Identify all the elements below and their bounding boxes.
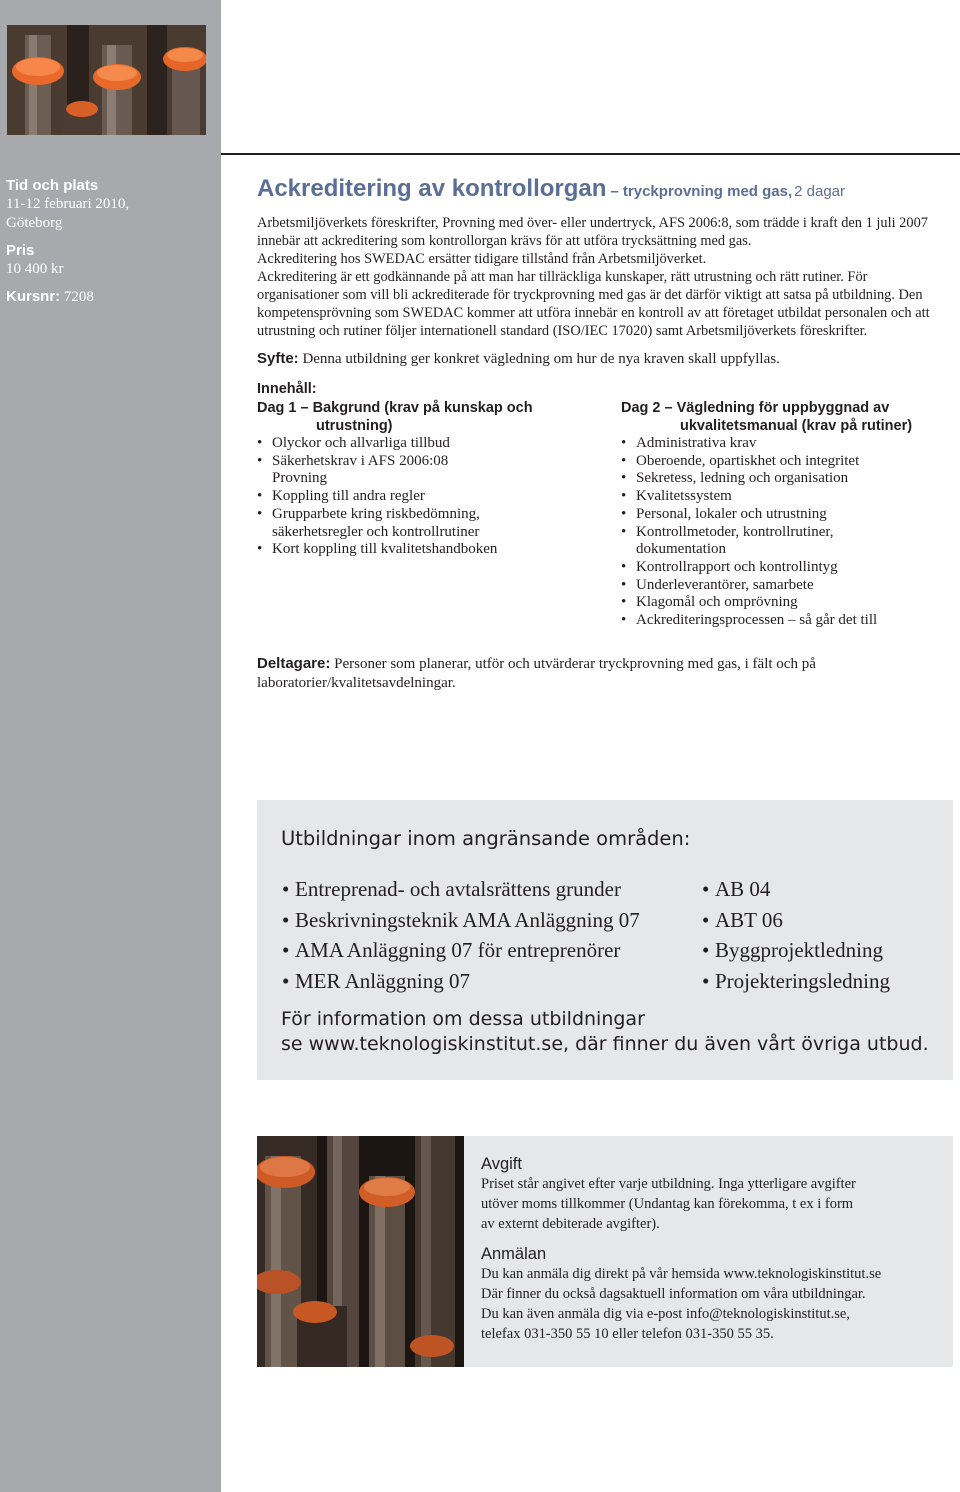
registration-line: telefax 031-350 55 10 eller telefon 031-350 55 35. (481, 1325, 774, 1342)
fee-line: utöver moms tillkommer (Undantag kan förekomma, t ex i form (481, 1195, 854, 1212)
purpose (257, 350, 953, 368)
purpose-text: Denna utbildning ger konkret vägledning om hur de nya kraven skall uppfyllas. (302, 351, 780, 367)
list-item: • Klagomål och omprövning (621, 594, 951, 612)
list-item: • Grupparbete kring riskbedömning, säkerhetsregler och kontrollrutiner (257, 506, 532, 541)
registration-line: Du kan anmäla dig direkt på vår hemsida www.teknologiskinstitut.se (481, 1266, 882, 1283)
list-item: • AB 04 (702, 874, 890, 905)
fee-heading: Avgift (481, 1155, 522, 1173)
title-duration: 2 dagar (794, 183, 846, 200)
header-rule (221, 153, 960, 155)
list-item: • Personal, lokaler och utrustning (621, 506, 951, 524)
intro-paragraph: Arbetsmiljöverkets föreskrifter, Provning med över- eller undertryck, AFS 2006:8, som trädde i kraft den 1 juli 2007 innebär att ackreditering som kontrollorgan krävs för att utföra trycksättning med gas. (257, 215, 928, 249)
fee-registration-panel (257, 1136, 953, 1367)
related-courses-panel (257, 800, 953, 1080)
course-city: Göteborg (6, 215, 63, 231)
list-item: • Oberoende, opartiskhet och integritet (621, 453, 951, 471)
pipes-photo (7, 25, 206, 135)
list-item: • Byggprojektledning (702, 935, 890, 966)
day2-heading-line2: ukvalitetsmanual (krav på rutiner) (680, 418, 913, 434)
day2-list (621, 435, 951, 630)
participants-text: Personer som planerar, utför och utvärderar tryckprovning med gas, i fält och på laboratorier/kvalitetsavdelningar. (257, 656, 816, 691)
purpose-label: Syfte: (257, 350, 299, 367)
fee-line: av externt debiterade avgifter). (481, 1215, 660, 1232)
course-number: 7208 (63, 289, 94, 305)
sidebar (0, 0, 221, 1492)
list-item: • ABT 06 (702, 905, 890, 936)
list-item: • Säkerhetskrav i AFS 2006:08 Provning (257, 453, 487, 488)
list-item: • Projekteringsledning (702, 966, 890, 997)
day1-section (257, 399, 577, 559)
related-info-line: För information om dessa utbildningar (281, 1008, 645, 1030)
list-item: • Olyckor och allvarliga tillbud (257, 435, 577, 453)
day2-heading (621, 399, 951, 435)
intro-paragraph: Ackreditering hos SWEDAC ersätter tidigare tillstånd från Arbetsmiljöverket. (257, 251, 707, 267)
intro-text (257, 214, 953, 340)
list-item: • Sekretess, ledning och organisation (621, 470, 951, 488)
related-heading: Utbildningar inom angränsande områden: (281, 827, 691, 850)
list-item: • Underleverantörer, samarbete (621, 577, 951, 595)
fee-line: Priset står angivet efter varje utbildning. Inga ytterligare avgifter (481, 1176, 856, 1192)
main-content (257, 172, 953, 639)
day1-heading-line2: utrustning) (316, 418, 393, 434)
list-item: • Kvalitetssystem (621, 488, 951, 506)
list-item: • Kontrollrapport och kontrollintyg (621, 559, 951, 577)
list-item: • Beskrivningsteknik AMA Anläggning 07 (282, 905, 640, 936)
list-item: • AMA Anläggning 07 för entreprenörer (282, 935, 640, 966)
course-date: 11-12 februari 2010, (6, 196, 130, 212)
list-item: • MER Anläggning 07 (282, 966, 640, 997)
related-info-line: se www.teknologiskinstitut.se, där finner du även vårt övriga utbud. (281, 1033, 929, 1055)
related-info (281, 1007, 929, 1057)
list-item: • Entreprenad- och avtalsrättens grunder (282, 874, 640, 905)
registration-heading: Anmälan (481, 1245, 547, 1264)
list-item: • Koppling till andra regler (257, 488, 577, 506)
list-item: • Kontrollmetoder, kontrollrutiner, dokumentation (621, 524, 866, 559)
time-place-label: Tid och plats (6, 177, 99, 194)
course-info (6, 176, 216, 315)
intro-paragraph: Ackreditering är ett godkännande på att man har tillräckliga kunskaper, rätt utrustning och rätt rutiner. För organisationer som vill bli ackrediterade för tryckprovning med gas är det därför viktigt att satsa på utbildning. Den kompetensprövning som SWEDAC kommer att utföra innebär en kontroll av att företaget utbildat personalen och att utrustning och rutiner följer internationell standard (ISO/IEC 17020) samt Arbetsmiljöverkets föreskrifter. (257, 269, 930, 339)
list-item: • Administrativa krav (621, 435, 951, 453)
day1-heading-line1: Dag 1 – Bakgrund (krav på kunskap och (257, 400, 533, 416)
related-list-right (702, 874, 890, 997)
registration-line: Du kan även anmäla dig via e-post info@teknologiskinstitut.se, (481, 1305, 850, 1322)
day1-heading (257, 399, 577, 435)
page-title (257, 172, 953, 209)
course-number-label: Kursnr: (6, 288, 61, 305)
fee-registration-text (481, 1154, 951, 1345)
related-list-left (282, 874, 640, 997)
price-label: Pris (6, 242, 35, 259)
day1-list (257, 435, 577, 559)
content-label: Innehåll: (257, 381, 317, 397)
list-item: • Kort koppling till kvalitetshandboken (257, 541, 577, 559)
registration-line: Där finner du också dagsaktuell information om våra utbildningar. (481, 1286, 866, 1303)
day2-heading-line1: Dag 2 – Vägledning för uppbyggnad av (621, 400, 890, 416)
participants-label: Deltagare: (257, 655, 331, 672)
list-item: • Ackrediteringsprocessen – så går det till (621, 612, 951, 630)
day2-section (621, 399, 951, 630)
title-subtitle: – tryckprovning med gas, (610, 183, 793, 200)
participants (257, 654, 947, 693)
pipes-photo (257, 1136, 464, 1367)
title-main: Ackreditering av kontrollorgan (257, 175, 607, 202)
course-days (257, 399, 953, 639)
course-price: 10 400 kr (6, 261, 64, 277)
